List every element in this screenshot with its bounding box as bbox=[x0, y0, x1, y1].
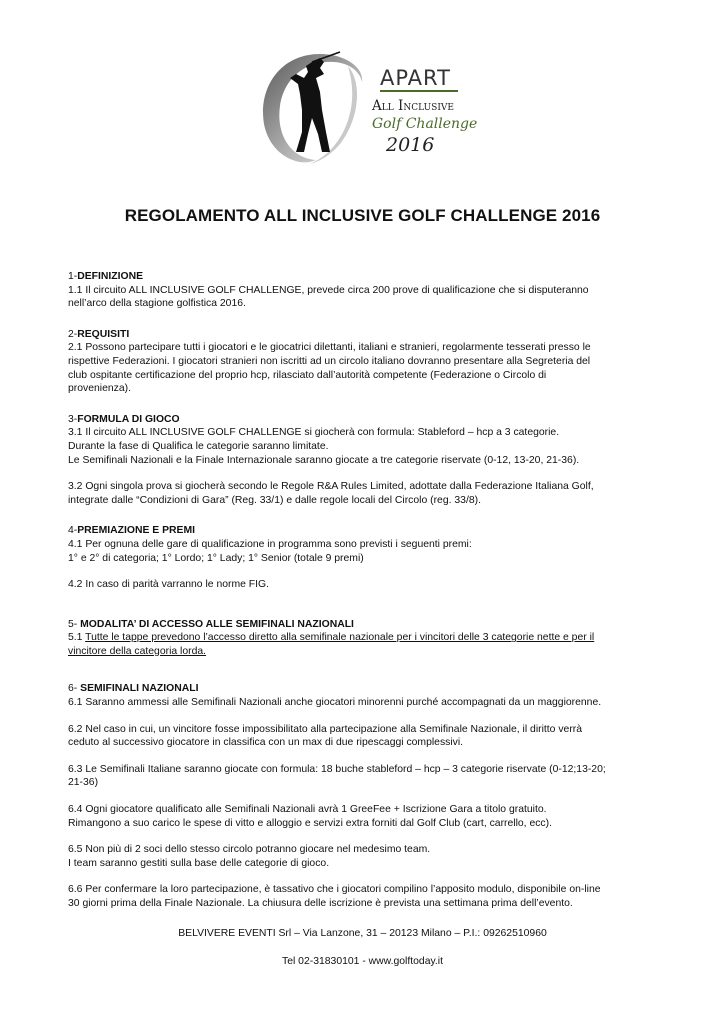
section-line: 6.3 Le Semifinali Italiane saranno giocate con formula: 18 buche stableford – hcp – 3 categorie riservate (0-12;13-20; bbox=[68, 763, 606, 775]
section-line: 1° e 2° di categoria; 1° Lordo; 1° Lady; 1° Senior (totale 9 premi) bbox=[68, 552, 364, 564]
section-line: 6.1 Saranno ammessi alle Semifinali Nazionali anche giocatori minorenni purché accompagnati da un maggiorenne. bbox=[68, 697, 602, 709]
section-heading: FORMULA DI GIOCO bbox=[77, 413, 180, 425]
section-heading: MODALITA’ DI ACCESSO ALLE SEMIFINALI NAZIONALI bbox=[80, 618, 354, 630]
section-line: club ospitante certificazione del proprio hcp, rilasciato dall’autorità competente (Federazione o Circolo di bbox=[68, 369, 547, 381]
section-line: 6.2 Nel caso in cui, un vincitore fosse impossibilitato alla partecipazione alla Semifinale Nazionale, il diritto verrà bbox=[68, 723, 583, 735]
section-number: 3- bbox=[68, 413, 78, 425]
footer-address: BELVIVERE EVENTI Srl – Via Lanzone, 31 – 20123 Milano – P.I.: 09262510960 bbox=[178, 928, 547, 939]
section-line: 2.1 Possono partecipare tutti i giocatori e le giocatrici dilettanti, italiani e stranieri, regolarmente tesserati presso le bbox=[68, 342, 591, 354]
section-line: 4.2 In caso di parità varranno le norme FIG. bbox=[68, 579, 269, 591]
page-title: REGOLAMENTO ALL INCLUSIVE GOLF CHALLENGE 2016 bbox=[124, 206, 601, 225]
section-line: 6.4 Ogni giocatore qualificato alle Semifinali Nazionali avrà 1 GreeFee + Iscrizione Gara a titolo gratuito. bbox=[68, 804, 547, 816]
section-line: vincitore della categoria lorda. bbox=[68, 645, 207, 657]
logo-line2: Golf Challenge bbox=[372, 116, 478, 132]
section-5 bbox=[68, 618, 668, 659]
section-line: Le Semifinali Nazionali e la Finale Internazionale saranno giocate a tre categorie riservate (0-12, 13-20, 21-36). bbox=[68, 454, 580, 466]
logo-underline bbox=[380, 90, 458, 92]
section-6 bbox=[68, 682, 668, 910]
section-number: 1- bbox=[68, 271, 78, 282]
section-number: 5- bbox=[68, 618, 81, 630]
section-line: 4.1 Per ognuna delle gare di qualificazione in programma sono previsti i seguenti premi: bbox=[68, 538, 472, 550]
clause-number: 5.1 bbox=[68, 632, 86, 644]
section-line: Durante la fase di Qualifica le categorie saranno limitate. bbox=[68, 440, 329, 452]
section-2 bbox=[68, 328, 668, 396]
section-number: 4- bbox=[68, 525, 78, 537]
section-line: rispettive Federazioni. I giocatori stranieri non iscritti ad un circolo italiano dovranno presentare alla Segreteria del bbox=[68, 355, 591, 367]
section-line: 1.1 Il circuito ALL INCLUSIVE GOLF CHALLENGE, prevede circa 200 prove di qualificazione che si disputeranno bbox=[68, 284, 589, 296]
logo-brand: APART bbox=[380, 66, 451, 90]
section-line: nell’arco della stagione golfistica 2016. bbox=[68, 298, 246, 310]
section-heading: PREMIAZIONE E PREMI bbox=[77, 525, 196, 537]
section-line: integrate dalle “Condizioni di Gara” (Reg. 33/1) e dalle regole locali del Circolo (reg. 33/8). bbox=[68, 494, 481, 506]
section-number: 6- bbox=[68, 683, 81, 695]
regulation-body bbox=[68, 270, 668, 928]
section-line: 30 giorni prima della Finale Nazionale. La chiusura delle iscrizione è prevista una settimana prima dell’evento. bbox=[68, 898, 573, 909]
section-line: 21-36) bbox=[68, 777, 99, 789]
section-heading: SEMIFINALI NAZIONALI bbox=[80, 683, 199, 695]
section-3 bbox=[68, 413, 668, 508]
section-line: 6.5 Non più di 2 soci dello stesso circolo potranno giocare nel medesimo team. bbox=[68, 844, 431, 856]
logo-year: 2016 bbox=[386, 134, 435, 156]
section-4 bbox=[68, 524, 668, 591]
section-line: I team saranno gestiti sulla base delle categorie di gioco. bbox=[68, 857, 330, 869]
section-line: provenienza). bbox=[68, 383, 131, 395]
section-line: 3.2 Ogni singola prova si giocherà secondo le Regole R&A Rules Limited, adottate dalla Federazione Italiana Golf, bbox=[68, 481, 594, 493]
section-line: 3.1 Il circuito ALL INCLUSIVE GOLF CHALLENGE si giocherà con formula: Stableford – hcp a 3 categorie. bbox=[68, 427, 560, 439]
section-line: ceduto al successivo giocatore in classifica con un max di due ripescaggi complessivi. bbox=[68, 737, 464, 749]
section-line: Tutte le tappe prevedono l’accesso diretto alla semifinale nazionale per i vincitori delle 3 categorie nette e per il bbox=[85, 632, 595, 644]
section-1 bbox=[68, 270, 668, 311]
section-heading: REQUISITI bbox=[77, 328, 130, 340]
footer-contact: Tel 02-31830101 - www.golftoday.it bbox=[282, 956, 443, 967]
section-heading: DEFINIZIONE bbox=[77, 271, 144, 282]
section-line: 6.6 Per confermare la loro partecipazione, è tassativo che i giocatori compilino l’apposito modulo, disponibile on-line bbox=[68, 884, 601, 896]
section-line: Rimangono a suo carico le spese di vitto e alloggio e servizi extra forniti dal Golf Club (cart, carrello, ecc). bbox=[68, 817, 552, 829]
logo-line1: All Inclusive bbox=[372, 98, 454, 114]
section-number: 2- bbox=[68, 328, 78, 340]
